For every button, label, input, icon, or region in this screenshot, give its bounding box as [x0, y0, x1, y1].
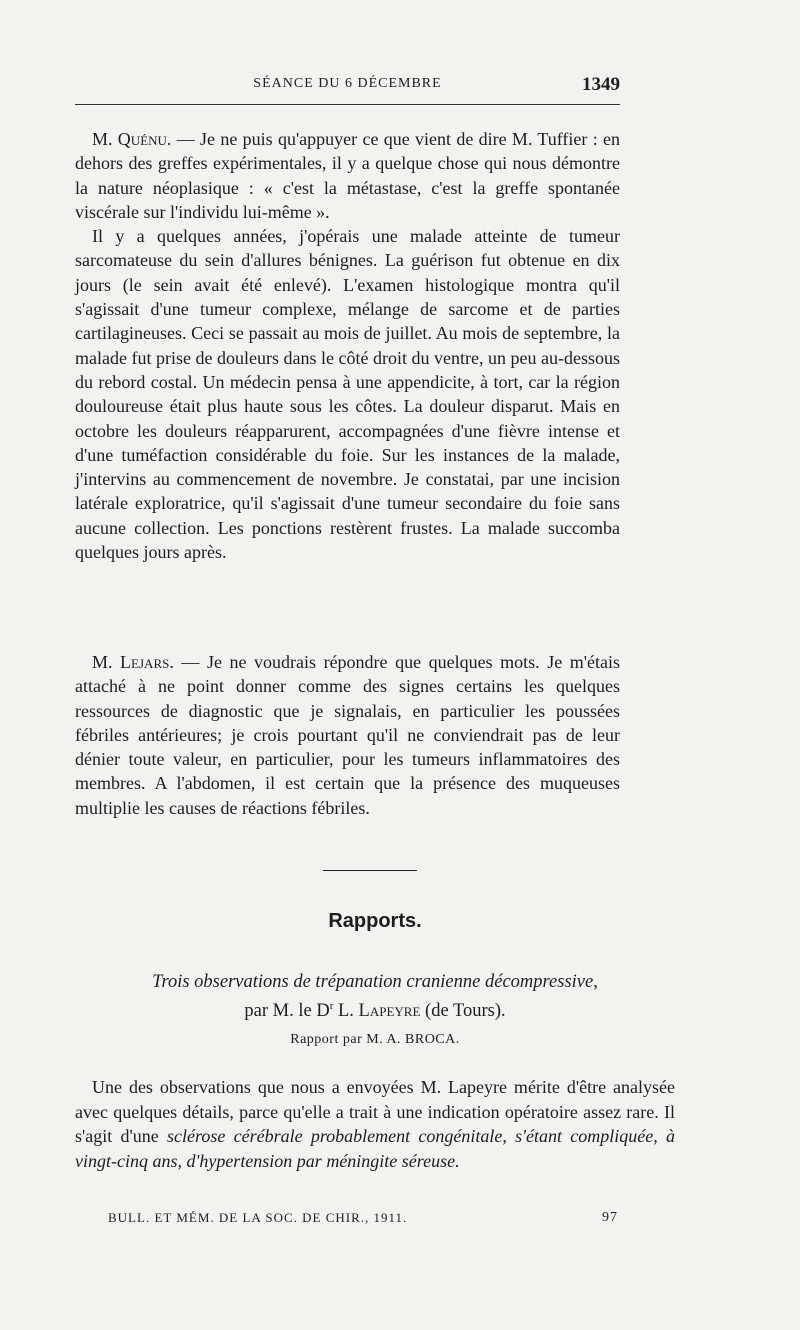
author-suffix: (de Tours). — [420, 1001, 506, 1022]
signature-mark: 97 — [602, 1210, 618, 1225]
section-divider — [323, 870, 417, 871]
report-author-line — [75, 994, 675, 1023]
paragraph: Il y a quelques années, j'opérais une malade atteinte de tumeur sarcomateuse du sein d'allures bénignes. La guérison fut obtenue en dix jours (le sein avait été enlevé). L'examen histologique montra qu'il s'agissait d'une tumeur complexe, mélange de sarcome et de parties cartilagineuses. Ceci se passait au mois de juillet. Au mois de septembre, la malade fut prise de douleurs dans le côté droit du ventre, un peu au-dessous du rebord costal. Un médecin pensa à une appendicite, à tort, car la région douloureuse était plus haute sous les côtes. La douleur disparut. Mais en octobre les douleurs réapparurent, accompagnées d'une fièvre intense et d'une tuméfaction considérable du foie. Sur les instances de la malade, j'intervins au commencement de novembre. Je constatai, par une incision latérale exploratrice, qu'il s'agissait d'une tumeur secondaire du foie sans aucune collection. Les ponctions restèrent frustes. La malade succomba quelques jours après. — [75, 226, 620, 563]
paragraph-text: Une des observations que nous a envoyées M. Lapeyre mérite d'être analysée avec quelques détails, parce qu'elle a trait à une indication opératoire assez rare. Il s'agit d'une — [75, 1077, 675, 1146]
discussion-quenu — [75, 127, 620, 564]
paragraph — [75, 650, 620, 820]
report-title — [75, 970, 675, 1023]
paragraph — [75, 1075, 675, 1173]
paragraph — [75, 127, 620, 224]
report-body — [75, 1075, 675, 1173]
author-name: L. Lapeyre — [333, 1001, 421, 1022]
page-number: 1349 — [582, 74, 620, 95]
author-prefix: par M. le D — [244, 1001, 330, 1022]
header-rule — [75, 104, 620, 105]
emphasized-text: sclérose cérébrale probablement congénitale, s'étant compliquée, à vingt-cinq ans, d'hypertension par méningite séreuse. — [75, 1126, 675, 1171]
running-head-title: SÉANCE DU 6 DÉCEMBRE — [253, 76, 442, 91]
report-title-line: Trois observations de trépanation cranienne décompressive, — [152, 972, 598, 992]
speaker-name: M. Quénu. — [92, 129, 172, 149]
section-title: Rapports. — [328, 910, 422, 932]
paragraph-text: — Je ne voudrais répondre que quelques mots. Je m'étais attaché à ne point donner comme des signes certains les quelques ressources de diagnostic que je signalais, en particulier les poussées fébriles antérieures; je crois pourtant qu'il ne conviendrait pas de leur dénier toute valeur, en particulier, pour les tumeurs inflammatoires des membres. A l'abdomen, il est certain que la présence des muqueuses multiplie les causes de réactions fébriles. — [75, 652, 620, 818]
journal-reference: BULL. ET MÉM. DE LA SOC. DE CHIR., 1911. — [108, 1210, 408, 1225]
discussion-lejars — [75, 650, 620, 820]
reporter: Rapport par M. A. BROCA. — [290, 1032, 460, 1047]
doctor-superscript: r — [329, 1000, 334, 1012]
speaker-name: M. Lejars. — [92, 652, 174, 672]
paragraph-text: — Je ne puis qu'appuyer ce que vient de dire M. Tuffier : en dehors des greffes expérimentales, il y a quelque chose qui nous démontre la nature néoplasique : « c'est la métastase, c'est la greffe spontanée viscérale sur l'individu lui-même ». — [75, 129, 621, 222]
running-head — [75, 74, 620, 98]
